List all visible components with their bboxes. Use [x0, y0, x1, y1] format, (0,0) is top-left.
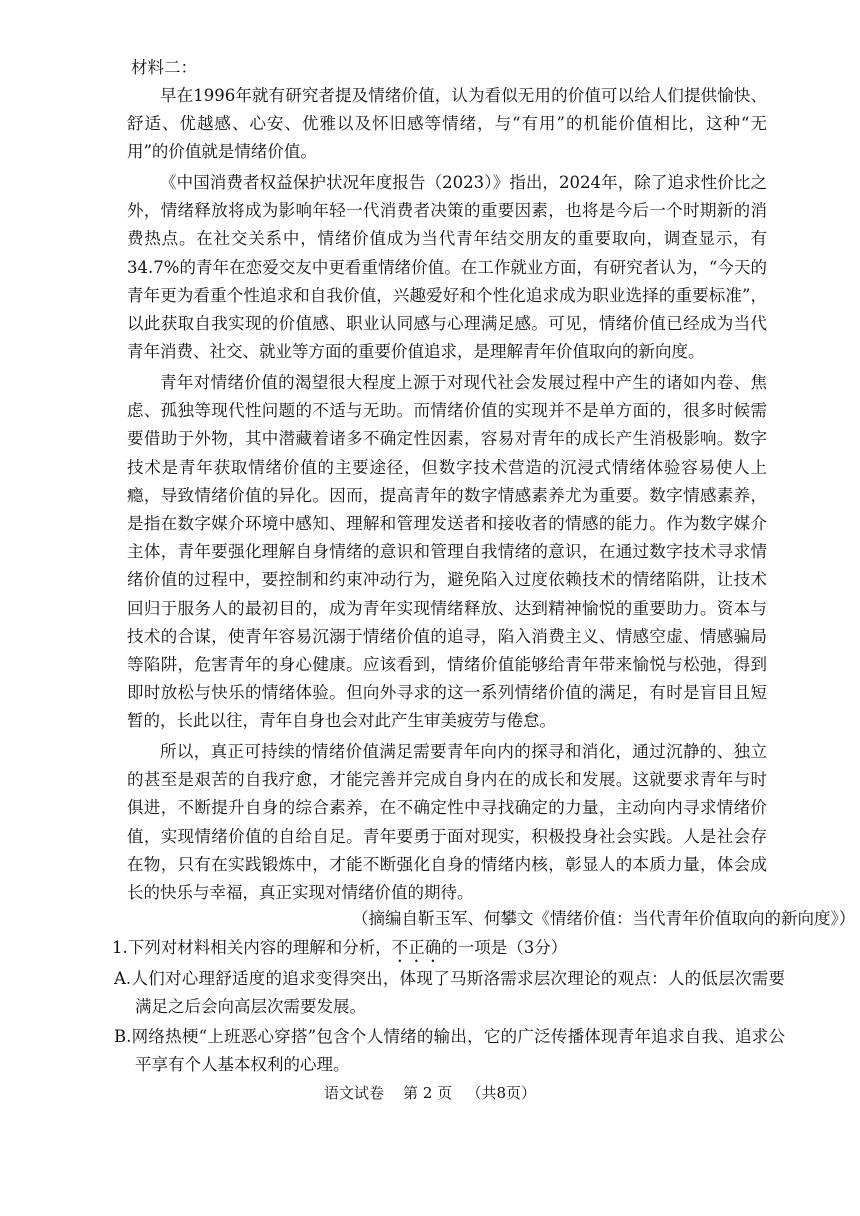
question-prefix: 1.下列对材料相关内容的理解和分析， — [112, 938, 392, 957]
page-footer: 语文试卷 第 2 页 （共8页） — [323, 1084, 536, 1102]
paragraph-3: 青年对情绪价值的渴望很大程度上源于对现代社会发展过程中产生的诸如内卷、焦虑、孤独等现代性问题的不适与无助。而情绪价值的实现并不是单方面的，很多时候需要借助于外物，其中潜藏着诸多不确定性因素，容易对青年的成长产生消极影响。数字技术是青年获取情绪价值的主要途径，但数字技术营造的沉浸式情绪体验容易使人上瘾，导致情绪价值的异化。因而，提高青年的数字情感素养尤为重要。数字情感素养，是指在数字媒介环境中感知、理解和管理发送者和接收者的情感的能力。作为数字媒介主体，青年要强化理解自身情绪的意识和管理自我情绪的意识，在通过数字技术寻求情绪价值的过程中，要控制和约束冲动行为，避免陷入过度依赖技术的情绪陷阱，让技术回归于服务人的最初目的，成为青年实现情绪释放、达到精神愉悦的重要助力。资本与技术的合谋，使青年容易沉溺于情绪价值的追寻，陷入消费主义、情感空虚、情感骗局等陷阱，危害青年的身心健康。应该看到，情绪价值能够给青年带来愉悦与松弛，得到即时放松与快乐的情绪体验。但向外寻求的这一系列情绪价值的满足，有时是盲目且短暂的，长此以往，青年自身也会对此产生审美疲劳与倦怠。 — [127, 373, 767, 731]
paragraph-4: 所以，真正可持续的情绪价值满足需要青年向内的探寻和消化，通过沉静的、独立的甚至是艰苦的自我疗愈，才能完善并完成自身内在的成长和发展。这就要求青年与时俱进，不断提升自身的综合素养，在不确定性中寻找确定的力量，主动向内寻求情绪价值，实现情绪价值的自给自足。青年要勇于面对现实，积极投身社会实践。人是社会存在物，只有在实践锻炼中，才能不断强化自身的情绪内核，彰显人的本质力量，体会成长的快乐与幸福，真正实现对情绪价值的期待。 — [127, 742, 767, 903]
material-heading: 材料二： — [131, 58, 197, 77]
paragraph-2: 《中国消费者权益保护状况年度报告（2023）》指出，2024年，除了追求性价比之外，情绪释放将成为影响年轻一代消费者决策的重要因素，也将是今后一个时期新的消费热点。在社交关系中，情绪价值成为当代青年结交朋友的重要取向，调查显示，有34.7%的青年在恋爱交友中更看重情绪价值。在工作就业方面，有研究者认为，“今天的青年更为看重个性追求和自我价值，兴趣爱好和个性化追求成为职业选择的重要标准”，以此获取自我实现的价值感、职业认同感与心理满足感。可见，情绪价值已经成为当代青年消费、社交、就业等方面的重要价值追求，是理解青年价值取向的新向度。 — [127, 173, 767, 362]
question-emphasis: 不正确 — [391, 938, 442, 957]
question-suffix: 的一项是（3分） — [441, 938, 568, 957]
source-citation: （摘编自靳玉军、何攀文《情绪价值：当代青年价值取向的新向度》） — [352, 909, 856, 928]
question-1 — [112, 934, 567, 966]
option-b: B.网络热梗“上班恶心穿搭”包含个人情绪的输出，它的广泛传播体现青年追求自我、追求公平享有个人基本权利的心理。 — [114, 1027, 785, 1075]
option-a: A.人们对心理舒适度的追求变得突出，体现了马斯洛需求层次理论的观点：人的低层次需要满足之后会向高层次需要发展。 — [114, 969, 785, 1017]
paragraph-1: 早在1996年就有研究者提及情绪价值，认为看似无用的价值可以给人们提供愉快、舒适、优越感、心安、优雅以及怀旧感等情绪，与“有用”的机能价值相比，这种“无用”的价值就是情绪价值。 — [127, 86, 767, 162]
